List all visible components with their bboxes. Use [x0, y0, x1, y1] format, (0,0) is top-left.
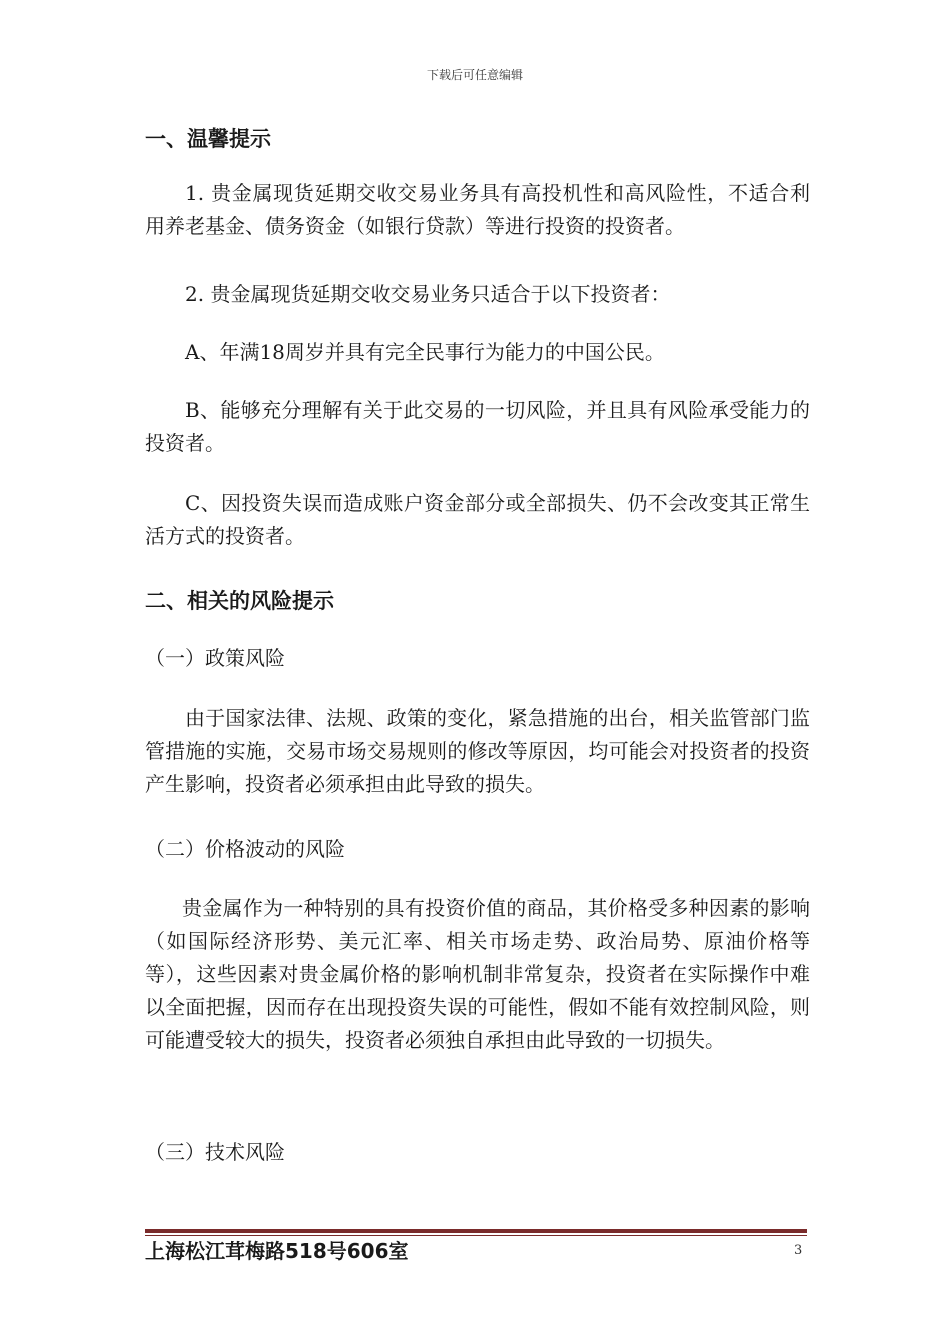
subheading-price-risk: （二）价格波动的风险 — [145, 837, 345, 861]
section-heading-tips: 一、温馨提示 — [145, 127, 271, 151]
paragraph-price-risk: 贵金属作为一种特别的具有投资价值的商品，其价格受多种因素的影响（如国际经济形势、美元汇率、相关市场走势、政治局势、原油价格等等），这些因素对贵金属价格的影响机制非常复杂，投资者在实际操作中难以全面把握，因而存在出现投资失误的可能性，假如不能有效控制风险，则可能遭受较大的损失，投资者必须独自承担由此导致的一切损失。 — [145, 896, 810, 1052]
footer-address: 上海松江茸梅路518号606室 — [145, 1239, 409, 1263]
header-note: 下载后可任意编辑 — [426, 68, 523, 82]
paragraph-policy-risk: 由于国家法律、法规、政策的变化，紧急措施的出台，相关监管部门监管措施的实施，交易市场交易规则的修改等原因，均可能会对投资者的投资产生影响，投资者必须承担由此导致的损失。 — [145, 706, 810, 796]
paragraph-b: B、能够充分理解有关于此交易的一切风险，并且具有风险承受能力的投资者。 — [145, 398, 810, 455]
paragraph-c: C、因投资失误而造成账户资金部分或全部损失、仍不会改变其正常生活方式的投资者。 — [145, 491, 810, 548]
page-number: 3 — [794, 1243, 803, 1258]
subheading-tech-risk: （三）技术风险 — [145, 1140, 285, 1164]
paragraph-2: 2. 贵金属现货延期交收交易业务只适合于以下投资者： — [185, 282, 671, 306]
paragraph-a: A、年满18周岁并具有完全民事行为能力的中国公民。 — [185, 340, 665, 364]
footer-rule — [145, 1229, 807, 1233]
subheading-policy-risk: （一）政策风险 — [145, 646, 285, 670]
section-heading-risks: 二、相关的风险提示 — [145, 589, 334, 613]
paragraph-1: 1. 贵金属现货延期交收交易业务具有高投机性和高风险性，不适合利用养老基金、债务资金（如银行贷款）等进行投资的投资者。 — [145, 181, 810, 238]
